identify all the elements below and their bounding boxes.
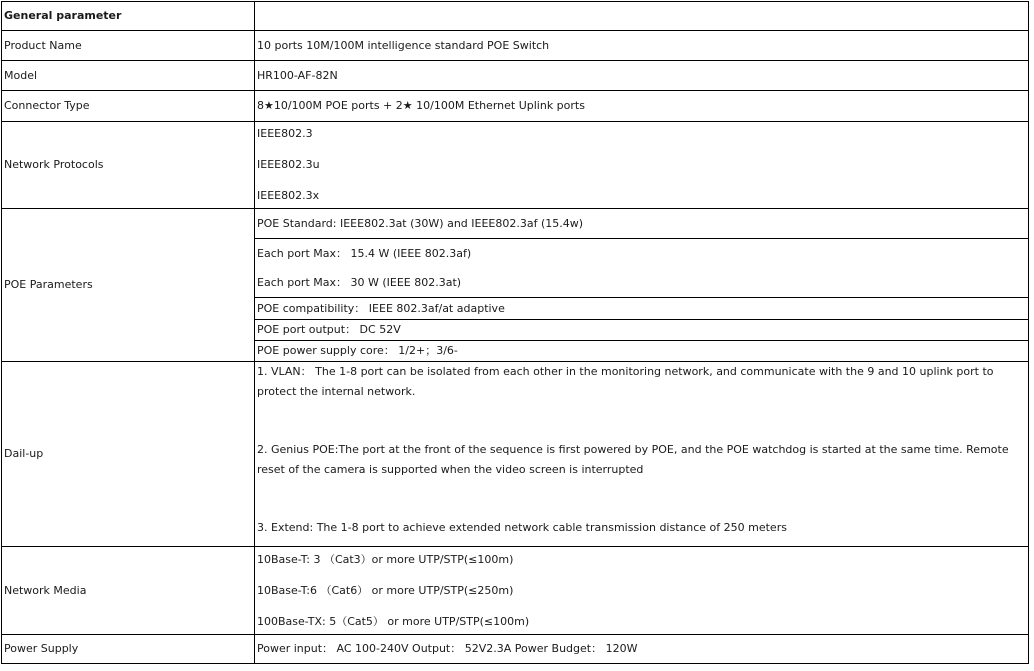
table-row xyxy=(2,122,1029,209)
row-label-power-supply: Power Supply xyxy=(2,635,255,664)
protocol-item: IEEE802.3x xyxy=(257,189,320,202)
poe-item: POE compatibility： IEEE 802.3af/at adaptive xyxy=(255,298,1029,320)
table-row xyxy=(2,61,1029,91)
poe-item: Each port Max： 15.4 W (IEEE 802.3af) xyxy=(255,239,1029,269)
table-header-row xyxy=(2,2,1029,31)
poe-item: POE Standard: IEEE802.3at (30W) and IEEE802.3af (15.4w) xyxy=(255,209,1029,239)
row-value-connector-type: 8★10/100M POE ports + 2★ 10/100M Ethernet Uplink ports xyxy=(255,91,1029,122)
protocol-item: IEEE802.3u xyxy=(257,158,320,171)
row-value-product-name: 10 ports 10M/100M intelligence standard POE Switch xyxy=(255,31,1029,61)
row-label-connector-type: Connector Type xyxy=(2,91,255,122)
row-value-dail-up xyxy=(255,362,1029,547)
media-item: 10Base-T:6 （Cat6） or more UTP/STP(≤250m) xyxy=(257,583,514,597)
spec-table xyxy=(1,1,1029,664)
media-item: 10Base-T: 3 （Cat3）or more UTP/STP(≤100m) xyxy=(257,552,514,566)
row-value-power-supply: Power input： AC 100-240V Output： 52V2.3A Power Budget： 120W xyxy=(255,635,1029,664)
table-row xyxy=(2,635,1029,664)
protocol-item: IEEE802.3 xyxy=(257,127,313,140)
row-value-model: HR100-AF-82N xyxy=(255,61,1029,91)
row-label-network-media: Network Media xyxy=(2,547,255,635)
dail-up-item: 3. Extend: The 1-8 port to achieve extended network cable transmission distance of 250 meters xyxy=(257,521,787,534)
header-value xyxy=(255,2,1029,31)
dail-up-item: 2. Genius POE:The port at the front of the sequence is first powered by POE, and the POE watchdog is started at the same time. Remote reset of the camera is supported when the video screen is interrupted xyxy=(257,443,1009,476)
row-label-poe-parameters: POE Parameters xyxy=(2,209,255,362)
table-row xyxy=(2,31,1029,61)
media-item: 100Base-TX: 5（Cat5） or more UTP/STP(≤100m) xyxy=(257,614,530,628)
row-value-network-protocols xyxy=(255,122,1029,209)
row-value-network-media xyxy=(255,547,1029,635)
row-label-product-name: Product Name xyxy=(2,31,255,61)
dail-up-item: 1. VLAN： The 1-8 port can be isolated from each other in the monitoring network, and communicate with the 9 and 10 uplink port to protect the internal network. xyxy=(257,365,994,398)
row-label-network-protocols: Network Protocols xyxy=(2,122,255,209)
poe-item: POE port output： DC 52V xyxy=(255,320,1029,341)
table-row xyxy=(2,209,1029,239)
row-label-dail-up: Dail-up xyxy=(2,362,255,547)
poe-item: POE power supply core： 1/2+；3/6- xyxy=(255,341,1029,362)
poe-item: Each port Max： 30 W (IEEE 802.3at) xyxy=(255,269,1029,298)
header-title: General parameter xyxy=(2,2,255,31)
table-row xyxy=(2,362,1029,547)
table-row xyxy=(2,547,1029,635)
table-row xyxy=(2,91,1029,122)
row-label-model: Model xyxy=(2,61,255,91)
